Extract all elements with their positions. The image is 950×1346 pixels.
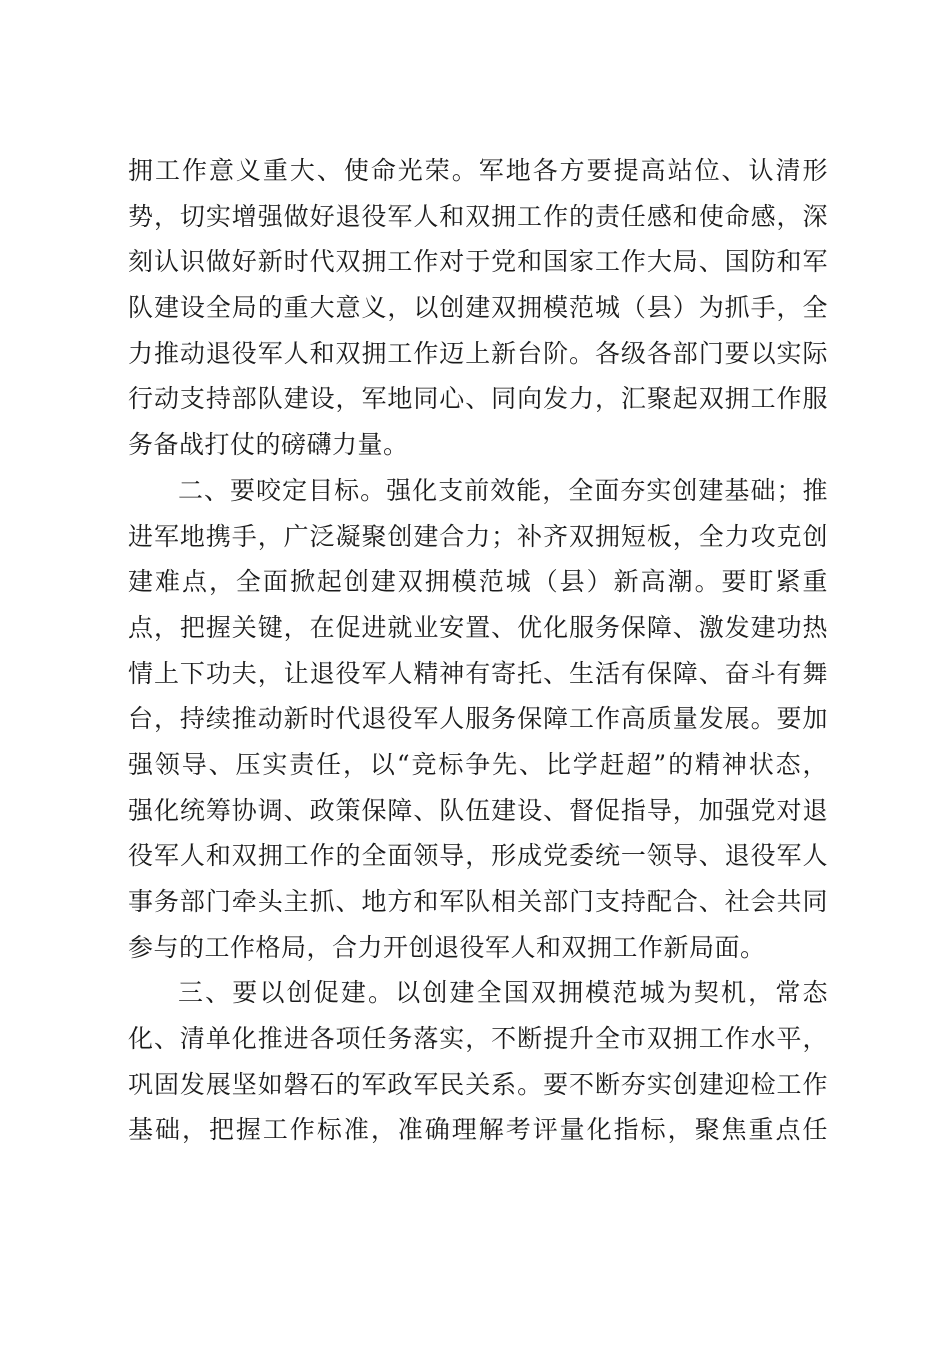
- text-line: 二、要咬定目标。强化支前效能，全面夯实创建基础；推: [178, 475, 828, 505]
- text-line: 役军人和双拥工作的全面领导，形成党委统一领导、退役军人: [128, 841, 828, 871]
- text-line: 参与的工作格局，合力开创退役军人和双拥工作新局面。: [128, 932, 766, 962]
- text-line: 巩固发展坚如磐石的军政军民关系。要不断夯实创建迎检工作: [128, 1069, 828, 1099]
- text-line: 强化统筹协调、政策保障、队伍建设、督促指导，加强党对退: [128, 795, 828, 825]
- text-line: 务备战打仗的磅礴力量。: [128, 430, 409, 460]
- text-line: 化、清单化推进各项任务落实，不断提升全市双拥工作水平，: [128, 1024, 828, 1054]
- document-body: [128, 148, 828, 1153]
- text-line: 队建设全局的重大意义，以创建双拥模范城（县）为抓手，全: [128, 293, 828, 323]
- text-line: 行动支持部队建设，军地同心、同向发力，汇聚起双拥工作服: [128, 384, 828, 414]
- text-line: 三、要以创促建。以创建全国双拥模范城为契机，常态: [178, 978, 828, 1008]
- text-line: 强领导、压实责任，以“竞标争先、比学赶超”的精神状态，: [128, 749, 828, 779]
- text-line: 建难点，全面掀起创建双拥模范城（县）新高潮。要盯紧重: [128, 567, 828, 597]
- text-line: 拥工作意义重大、使命光荣。军地各方要提高站位、认清形: [128, 156, 828, 185]
- text-line: 情上下功夫，让退役军人精神有寄托、生活有保障、奋斗有舞: [128, 658, 828, 688]
- paragraph-1: [128, 148, 828, 468]
- text-line: 点，把握关键，在促进就业安置、优化服务保障、激发建功热: [128, 612, 828, 642]
- text-line: 基础，把握工作标准，准确理解考评量化指标，聚焦重点任: [128, 1115, 828, 1145]
- text-line: 力推动退役军人和双拥工作迈上新台阶。各级各部门要以实际: [128, 338, 828, 368]
- text-line: 势，切实增强做好退役军人和双拥工作的责任感和使命感，深: [128, 201, 828, 231]
- text-line: 进军地携手，广泛凝聚创建合力；补齐双拥短板，全力攻克创: [128, 521, 828, 551]
- text-line: 刻认识做好新时代双拥工作对于党和国家工作大局、国防和军: [128, 247, 828, 277]
- paragraph-2: [128, 468, 828, 971]
- text-line: 事务部门牵头主抓、地方和军队相关部门支持配合、社会共同: [128, 887, 828, 916]
- paragraph-3: [128, 970, 828, 1153]
- text-line: 台，持续推动新时代退役军人服务保障工作高质量发展。要加: [128, 704, 828, 734]
